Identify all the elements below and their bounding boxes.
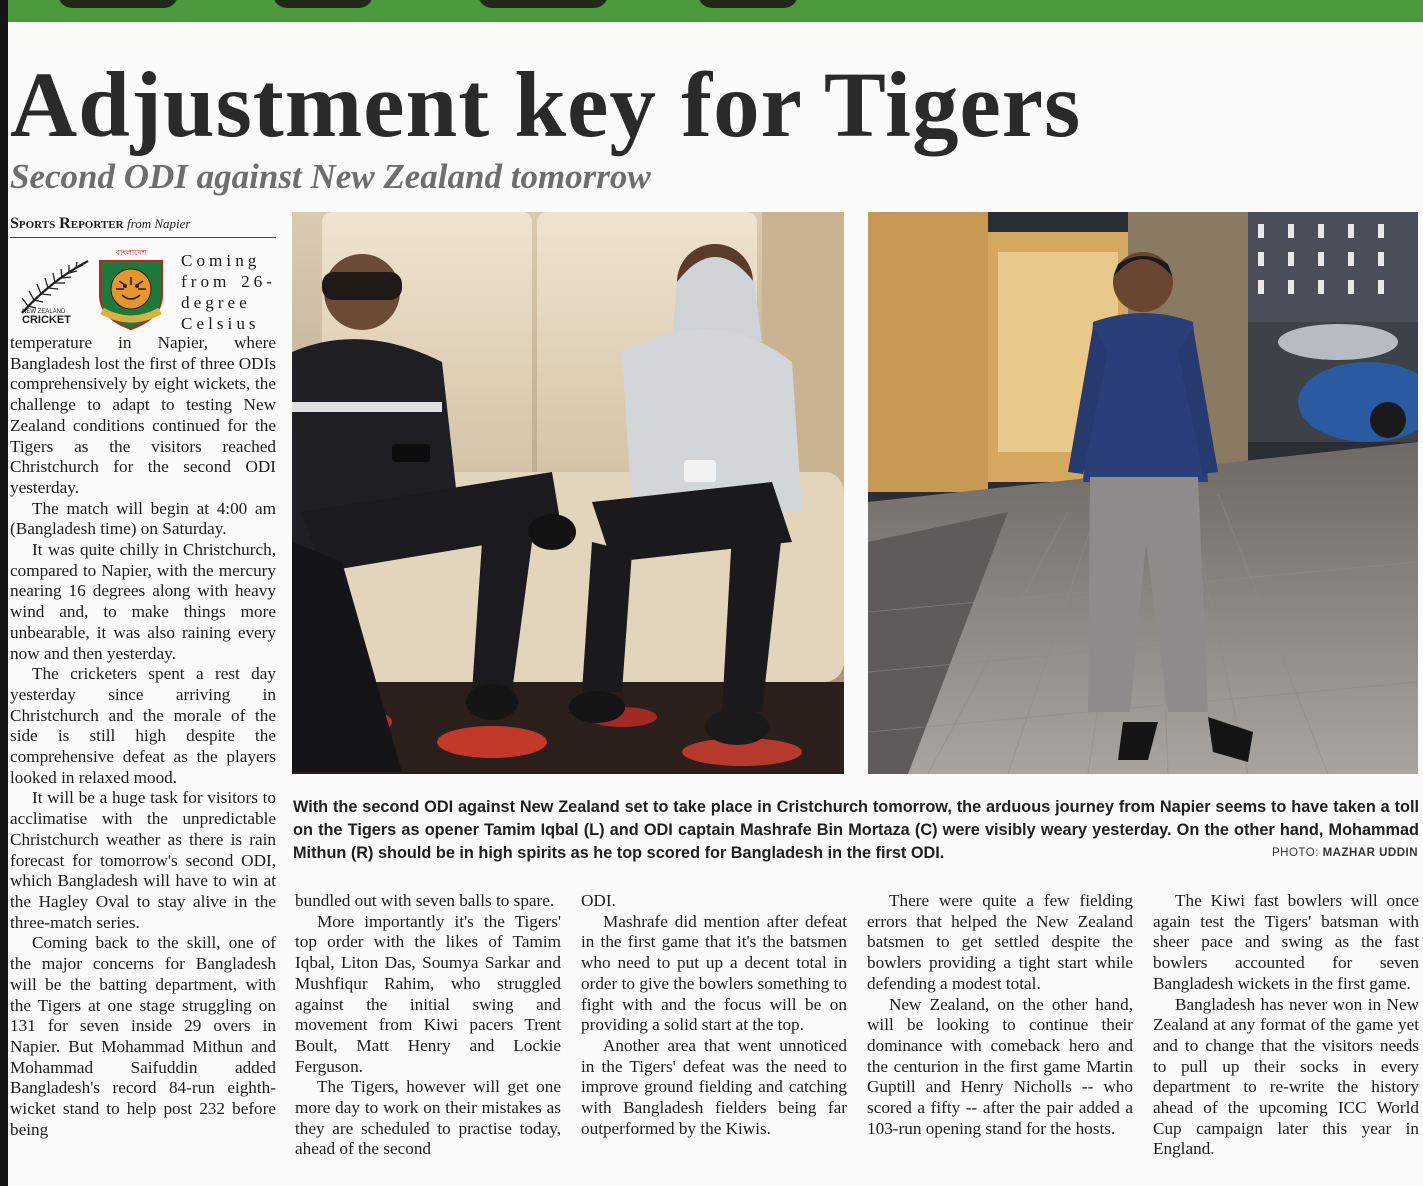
photo-tamim-mashrafe bbox=[292, 212, 844, 774]
article-column-1 bbox=[10, 333, 276, 1140]
logos bbox=[12, 245, 178, 333]
nz-cricket-line1: NEW ZEALAND bbox=[22, 309, 66, 315]
paragraph: temperature in Napier, where Bangladesh lost the first of three ODIs comprehensively by eight wickets, the challenge to adapt to testing New Zealand conditions continued for the Tigers as the visitors reached Christchurch for the second ODI yesterday. bbox=[10, 333, 276, 497]
nz-cricket-line2: CRICKET bbox=[22, 314, 71, 326]
banner-letter-shape bbox=[478, 0, 608, 8]
article-column-2 bbox=[295, 891, 561, 1160]
paragraph: There were quite a few fielding errors that helped the New Zealand batsmen to get settled despite the bowlers providing a tight start while defending a modest total. bbox=[867, 891, 1133, 993]
paragraph: bundled out with seven balls to spare. bbox=[295, 891, 555, 910]
headline: Adjustment key for Tigers bbox=[10, 54, 1082, 157]
paragraph: It will be a huge task for visitors to acclimatise with the unpredictable Christchurch weather as there is rain forecast for tomorrow's second ODI, which Bangladesh will have to win at the Hagley Oval to stay alive in the three-match series. bbox=[10, 788, 276, 932]
photo-credit-label: PHOTO: bbox=[1271, 847, 1319, 859]
bcb-tiger-logo-icon bbox=[92, 247, 170, 333]
svg-text:বাংলাদেশ: বাংলাদেশ bbox=[115, 248, 147, 257]
nz-cricket-wordmark bbox=[22, 309, 71, 326]
banner-letter-shape bbox=[273, 0, 373, 8]
paragraph: New Zealand, on the other hand, will be looking to continue their dominance with comeback hero and the centurion in the first game Martin Guptill and Henry Nicholls -- who scored a fifty -- after the pair added a 103-run opening stand for the hosts. bbox=[867, 994, 1133, 1138]
paragraph: The Tigers, however will get one more day to work on their mistakes as they are scheduled to practise today, ahead of the second bbox=[295, 1077, 561, 1159]
page-edge-bar bbox=[0, 0, 8, 1186]
paragraph: ODI. bbox=[581, 891, 616, 910]
paragraph: Another area that went unnoticed in the Tigers' defeat was the need to improve ground fielding and catching with Bangladesh fielders being far outperformed by the Kiwis. bbox=[581, 1035, 847, 1138]
subheadline: Second ODI against New Zealand tomorrow bbox=[10, 157, 651, 196]
photo-credit-name: MAZHAR UDDIN bbox=[1322, 847, 1418, 859]
byline-reporter: Sports Reporter bbox=[10, 215, 124, 232]
paragraph: More importantly it's the Tigers' top order with the likes of Tamim Iqbal, Liton Das, Soumya Sarkar and Mushfiqur Rahim, who struggled against the initial swing and movement from Kiwi pacers Trent Boult, Matt Henry and Lockie Ferguson. bbox=[295, 911, 561, 1076]
paragraph: Coming back to the skill, one of the major concerns for Bangladesh will be the batting department, with the Tigers at one stage struggling on 131 for seven inside 29 overs in Napier. But Mohammad Mithun and Mohammad Saifuddin added Bangladesh's record 84-run eighth-wicket stand to help post 232 before being bbox=[10, 933, 276, 1139]
article-column-5 bbox=[1153, 891, 1419, 1160]
silver-fern-icon bbox=[18, 255, 90, 317]
section-banner bbox=[8, 0, 1423, 22]
banner-letter-shape bbox=[698, 0, 798, 8]
byline-location: from Napier bbox=[127, 216, 191, 231]
article-column-4 bbox=[867, 891, 1133, 1139]
photo-credit bbox=[1272, 847, 1418, 859]
paragraph: It was quite chilly in Christchurch, compared to Napier, with the mercury nearing 16 degrees along with heavy wind and, to make things more unbearable, it was also raining every now and then yesterday. bbox=[10, 540, 276, 663]
paragraph: Mashrafe did mention after defeat in the first game that it's the batsmen who need to put up a decent total in order to give the bowlers something to fight with and the focus will be on providing a solid start at the top. bbox=[581, 911, 847, 1035]
article-intro: Coming from 26-degree Celsius bbox=[181, 251, 276, 333]
banner-letter-shape bbox=[58, 0, 178, 8]
photo-mithun bbox=[868, 212, 1418, 774]
paragraph: The match will begin at 4:00 am (Bangladesh time) on Saturday. bbox=[10, 498, 276, 539]
paragraph: Bangladesh has never won in New Zealand at any format of the game yet and to change that the visitors needs to pull up their socks in every department to re-write the history ahead of the upcoming ICC World Cup campaign later this year in England. bbox=[1153, 994, 1419, 1159]
paragraph: The Kiwi fast bowlers will once again test the Tigers' batsman with sheer pace and swing as the fast bowlers accounted for seven Bangladesh wickets in the first game. bbox=[1153, 891, 1419, 993]
photo-caption: With the second ODI against New Zealand set to take place in Cristchurch tomorrow, the arduous journey from Napier seems to have taken a toll on the Tigers as opener Tamim Iqbal (L) and ODI captain Mashrafe Bin Mortaza (C) were visibly weary yesterday. On the other hand, Mohammad Mithun (R) should be in high spirits as he top scored for Bangladesh in the first ODI. bbox=[293, 798, 1419, 862]
article-column-3 bbox=[581, 891, 847, 1139]
paragraph: The cricketers spent a rest day yesterday since arriving in Christchurch and the morale of the side is still high despite the comprehensive defeat as the players looked in relaxed mood. bbox=[10, 664, 276, 787]
byline bbox=[10, 215, 276, 238]
